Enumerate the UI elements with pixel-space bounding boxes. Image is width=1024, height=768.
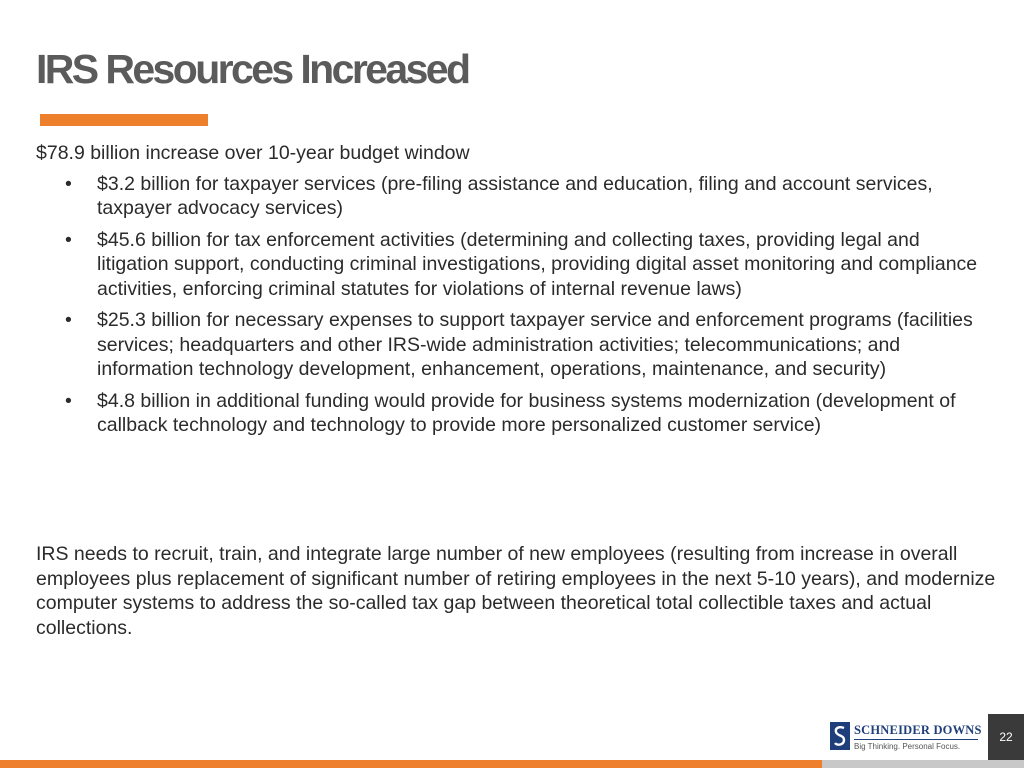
title-underline	[40, 114, 208, 126]
bullet-dot: •	[65, 309, 72, 331]
company-logo	[830, 720, 980, 754]
slide-title: IRS Resources Increased	[36, 46, 469, 92]
logo-tagline: Big Thinking. Personal Focus.	[854, 742, 961, 751]
list-item	[36, 228, 996, 302]
bullet-text: $25.3 billion for necessary expenses to support taxpayer service and enforcement programs (facilities services; headquarters and other IRS-wide administration activities; telecommunications; and information technology development, enhancement, operations, maintenance, and security)	[97, 309, 973, 380]
footer-bar-orange	[0, 760, 822, 768]
footer-bar-gray	[822, 760, 1024, 768]
bullet-dot: •	[65, 172, 72, 195]
list-item	[36, 389, 996, 438]
bullet-dot: •	[65, 228, 72, 251]
logo-name: SCHNEIDER DOWNS	[854, 723, 982, 737]
closing-paragraph: IRS needs to recruit, train, and integrate large number of new employees (resulting from increase in overall employees plus replacement of significant number of retiring employees in the next 5-10 years), and modernize computer systems to address the so-called tax gap between theoretical total collectible taxes and actual collections.	[36, 543, 996, 639]
bullet-text: $3.2 billion for taxpayer services (pre-filing assistance and education, filing and account services, taxpayer advocacy services)	[97, 172, 933, 219]
page-number: 22	[999, 730, 1013, 744]
bullet-list	[36, 172, 996, 438]
slide-body	[36, 141, 996, 445]
logo-mark-icon	[830, 722, 850, 750]
bullet-dot: •	[65, 389, 72, 412]
list-item	[36, 308, 996, 382]
bullet-text: $45.6 billion for tax enforcement activities (determining and collecting taxes, providing legal and litigation support, conducting criminal investigations, providing digital asset monitoring and compliance activities, enforcing criminal statutes for violations of internal revenue laws)	[97, 228, 978, 300]
logo-divider	[854, 739, 978, 740]
page-number-box	[988, 714, 1024, 760]
list-item	[36, 172, 996, 221]
bullet-text: $4.8 billion in additional funding would provide for business systems modernization (development of callback technology and technology to provide more personalized customer service)	[97, 389, 956, 436]
intro-text: $78.9 billion increase over 10-year budget window	[36, 142, 470, 164]
